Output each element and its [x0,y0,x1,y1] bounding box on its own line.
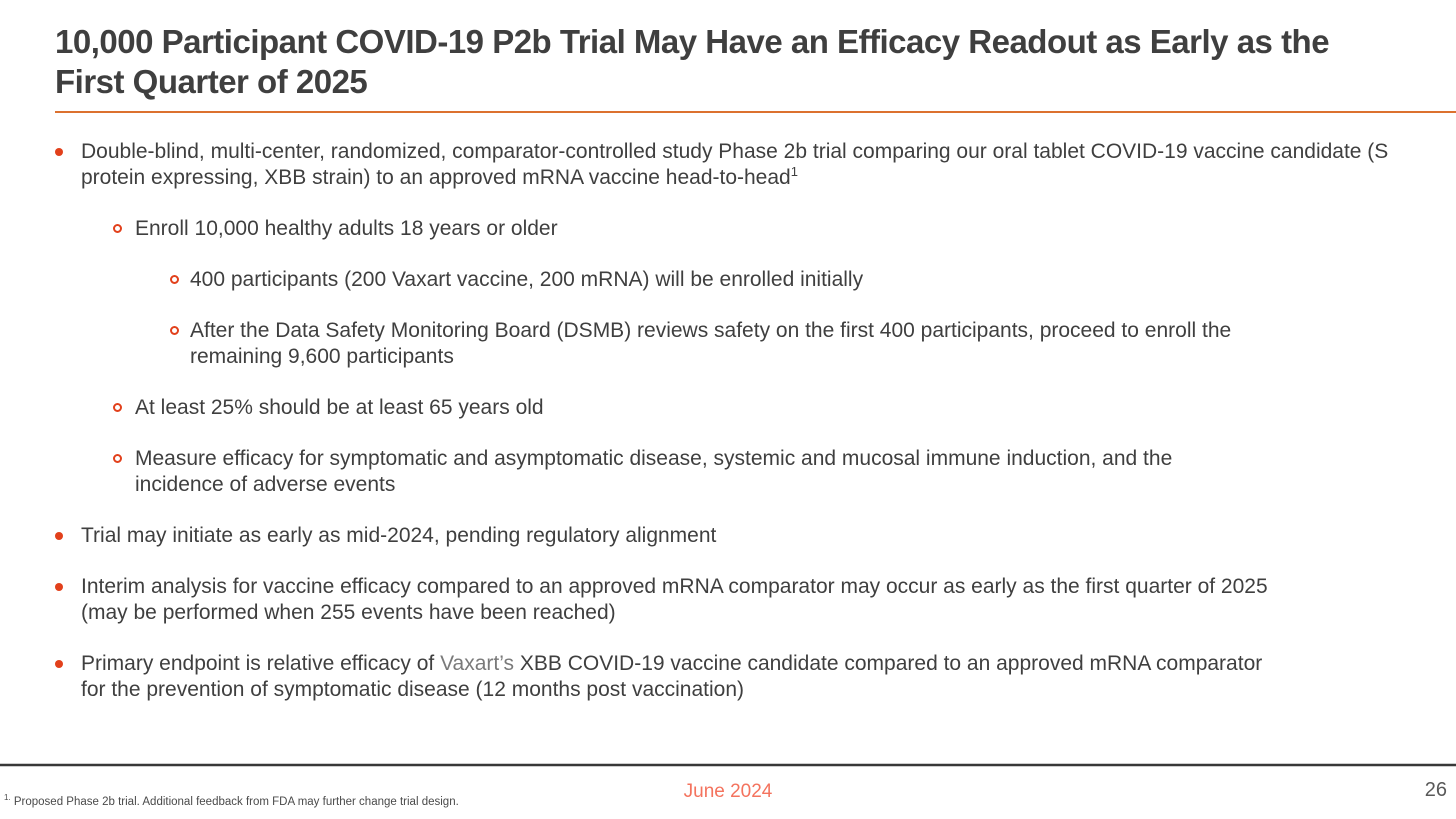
bullet-text: After the Data Safety Monitoring Board (DSMB) reviews safety on the first 400 participants, proceed to enroll the remaining 9,600 participants [190,319,1232,368]
bullet-item-interim-analysis [0,574,1456,626]
bullet-item-primary-endpoint [0,651,1456,703]
bullet-text: Enroll 10,000 healthy adults 18 years or older [135,217,558,240]
bullet-item-age-requirement [0,395,1456,421]
bullet-text: Trial may initiate as early as mid-2024, pending regulatory alignment [81,524,717,547]
footnote-text: Proposed Phase 2b trial. Additional feedback from FDA may further change trial design. [13,796,459,808]
bullet-text: At least 25% should be at least 65 years old [135,396,544,419]
bullet-text [81,139,1456,191]
bullet-item-initiation [0,523,1456,549]
bullet-text: Interim analysis for vaccine efficacy compared to an approved mRNA comparator may occur as early as the first quarter of 2025 (may be performed when 255 events have been reached) [81,575,1268,624]
page-title: 10,000 Participant COVID-19 P2b Trial May Have an Efficacy Readout as Early as the First Quarter of 2025 [55,23,1330,100]
bullet-text-post: XBB COVID-19 vaccine candidate compared to an approved mRNA comparator for the prevention of symptomatic disease (12 months post vaccination) [81,652,1263,701]
bullet-circle-icon [170,275,179,284]
footnote-reference: 1 [790,164,798,179]
bullet-text [81,651,1286,703]
footer-divider-rule [0,763,1456,767]
footnote-marker: 1. [4,793,11,803]
bullet-dot-icon [55,583,63,591]
bullet-text: Measure efficacy for symptomatic and asymptomatic disease, systemic and mucosal immune induction, and the incidence of adverse events [135,447,1173,496]
bullet-text-body: Double-blind, multi-center, randomized, comparator-controlled study Phase 2b trial comparing our oral tablet COVID-19 vaccine candidate (S protein expressing, XBB strain) to an approved mRNA vaccine head-to-head [81,140,1389,189]
bullet-item-measures [0,446,1456,498]
bullet-circle-icon [113,403,122,412]
bullet-circle-icon [170,326,179,335]
slide-body [0,139,1456,703]
brand-name: Vaxart’s [440,652,515,675]
page-number: 26 [1424,779,1447,801]
bullet-text: 400 participants (200 Vaxart vaccine, 200 mRNA) will be enrolled initially [190,268,864,291]
bullet-item-study-design [0,139,1456,191]
bullet-dot-icon [55,660,63,668]
title-underline-rule [55,111,1456,113]
bullet-dot-icon [55,532,63,540]
bullet-item-enrollment [0,216,1456,242]
bullet-circle-icon [113,454,122,463]
bullet-circle-icon [113,224,122,233]
bullet-item-dsmb-review [0,318,1456,370]
bullet-dot-icon [55,148,63,156]
bullet-text-pre: Primary endpoint is relative efficacy of [81,652,441,675]
slide-date: June 2024 [683,781,773,802]
slide-header [0,0,1456,102]
bullet-item-initial-enrollment [0,267,1456,293]
